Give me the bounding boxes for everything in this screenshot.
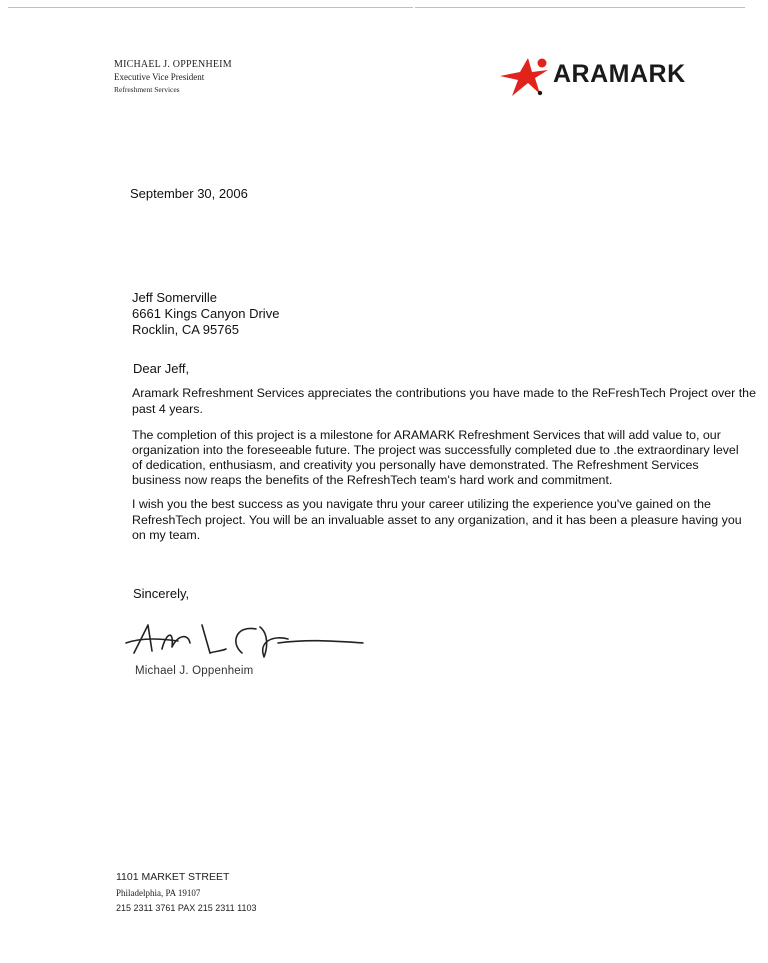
recipient-street: 6661 Kings Canyon Drive <box>132 306 280 321</box>
handwritten-signature <box>118 613 368 665</box>
letter-date: September 30, 2006 <box>130 186 248 201</box>
body-paragraph-2: The completion of this project is a milestone for ARAMARK Refreshment Services that will add value to, our organization into the foreseeable future. The project was successfully completed due to .the extraordinary level of dedication, enthusiasm, and creativity you personally have demonstrated. The Refreshment Services business now reaps the benefits of the RefreshTech team's hard work and commitment. <box>132 428 739 487</box>
signature-block <box>118 613 368 683</box>
body-paragraph-1: Aramark Refreshment Services appreciates the contributions you have made to the ReFreshTech Project over the past 4 years. <box>132 386 756 416</box>
sender-block <box>114 58 232 96</box>
body-paragraph-3: I wish you the best success as you navigate thru your career utilizing the experience you've gained on the RefreshTech project. You will be an invaluable asset to any organization, and it has been a pleasure having you on my team. <box>132 497 742 542</box>
footer-phone-fax: 215 2311 3761 PAX 215 2311 1103 <box>116 903 257 913</box>
logo-wordmark: ARAMARK <box>553 60 686 88</box>
footer-address <box>116 869 256 915</box>
top-rule-right <box>415 7 745 8</box>
sender-title: Executive Vice President <box>114 72 205 82</box>
footer-street: 1101 MARKET STREET <box>116 871 230 883</box>
recipient-name: Jeff Somerville <box>132 290 218 305</box>
closing: Sincerely, <box>133 586 190 601</box>
recipient-address <box>132 290 279 338</box>
recipient-city: Rocklin, CA 95765 <box>132 322 239 337</box>
sender-department: Refreshment Services <box>114 85 180 94</box>
aramark-logo <box>498 56 703 100</box>
star-figure-icon <box>498 56 550 100</box>
sender-name: MICHAEL J. OPPENHEIM <box>114 59 232 70</box>
footer-city: Philadelphia, PA 19107 <box>116 888 201 898</box>
signature-printed-name: Michael J. Oppenheim <box>135 665 254 677</box>
salutation: Dear Jeff, <box>133 361 190 376</box>
top-rule-left <box>8 7 413 8</box>
